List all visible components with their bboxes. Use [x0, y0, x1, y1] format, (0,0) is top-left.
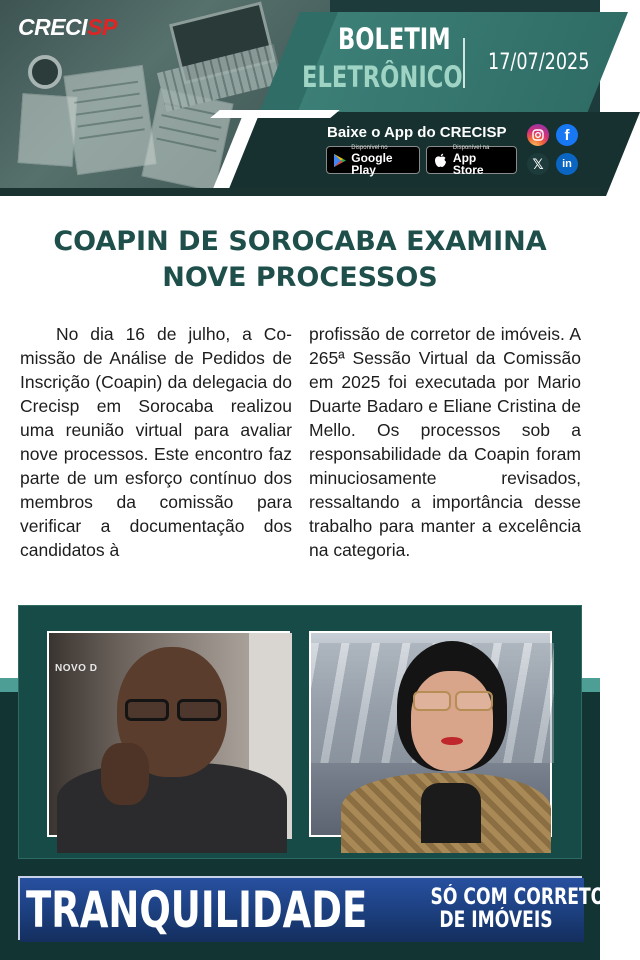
banner-tagline — [412, 885, 619, 933]
banner-tagline-line2: DE IMÓVEIS — [439, 908, 553, 933]
issue-date: 17/07/2025 — [488, 50, 590, 75]
facebook-icon[interactable]: f — [556, 124, 578, 146]
newsletter-title-line2: ELETRÔNICO — [302, 60, 463, 94]
tranquilidade-banner[interactable] — [18, 876, 619, 940]
x-icon[interactable]: 𝕏 — [527, 153, 549, 175]
newsletter-title-line1: BOLETIM — [338, 22, 451, 56]
article-headline — [0, 224, 600, 296]
document-paper — [63, 65, 156, 175]
app-store-button[interactable]: Disponível na App Store — [426, 146, 517, 174]
person-shirt — [421, 783, 481, 843]
glasses — [411, 691, 495, 713]
header-bottom-line — [0, 188, 600, 196]
person-lips — [441, 737, 463, 745]
apple-icon — [433, 152, 449, 168]
crecisp-logo[interactable]: CRECISP — [18, 14, 117, 40]
title-separator — [463, 38, 465, 88]
google-play-icon — [333, 152, 347, 168]
headline-line1: COAPIN DE SOROCABA EXAMINA — [53, 226, 547, 257]
banner-headline: TRANQUILIDADE — [26, 881, 368, 939]
photo-eliane-cristina-de-mello — [309, 631, 552, 837]
background-sign: NOVO D — [55, 663, 98, 674]
glasses — [125, 699, 225, 723]
person-hand — [101, 743, 149, 805]
photo-mario-duarte-badaro — [47, 631, 290, 837]
instagram-icon[interactable] — [527, 124, 549, 146]
newsletter-header — [0, 0, 600, 196]
person-face — [411, 671, 493, 771]
coffee-mug — [28, 55, 62, 89]
google-play-button[interactable]: Disponível no Google Play — [326, 146, 420, 174]
article-body-right: profissão de corretor de imóveis. A 265ª Sessão Virtual da Comissão em 2025 foi executada por Mario Duarte Badaro e Eliane Cristina de Mello. Os processos sob a responsabilidade da Coapin foram minuciosamente revisados, ressaltando a importância desse trabalho para manter a excelência na categoria. — [309, 324, 581, 560]
headline-line2: NOVE PROCESSOS — [162, 262, 438, 293]
banner-tagline-line1: SÓ COM CORRETOR — [430, 885, 619, 910]
linkedin-icon[interactable]: in — [556, 153, 578, 175]
download-app-cta: Baixe o App do CRECISP — [327, 124, 507, 141]
article-body-left: No dia 16 de julho, a Comissão de Análise de Pedidos de Inscrição (Coapin) da delegacia do Crecisp em Sorocaba realizou uma reunião virtual para avaliar nove processos. Este encontro faz parte de um esforço contínuo dos membros da comissão para verificar a documentação dos candidatos à — [20, 324, 292, 560]
header-divider-stripe — [210, 110, 340, 118]
